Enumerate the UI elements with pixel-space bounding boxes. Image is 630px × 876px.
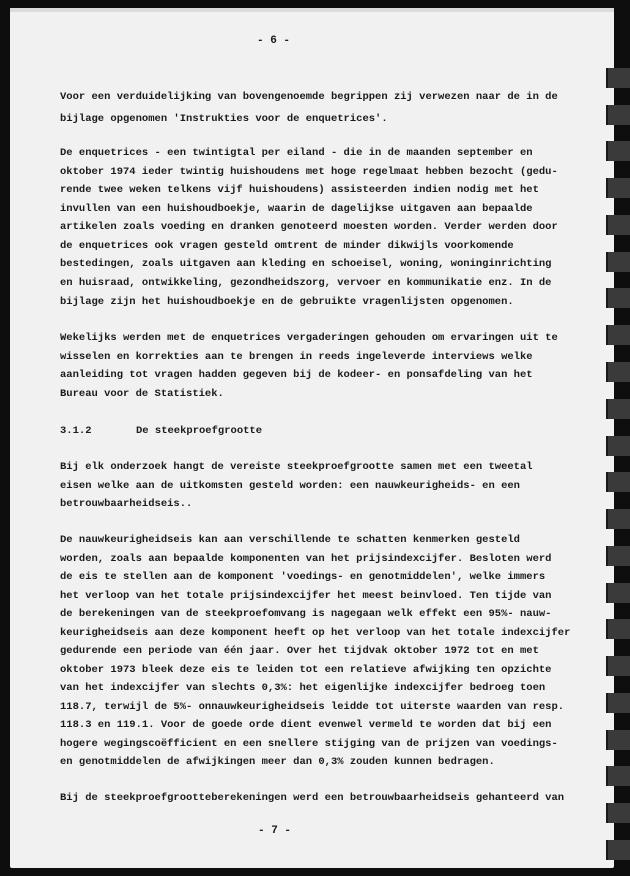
binding-tab (606, 840, 630, 860)
binding-tab (606, 436, 630, 456)
text-line: de eis te stellen aan de komponent 'voedings- en genotmiddelen', welke immers (60, 571, 546, 583)
text-line: hogere wegingscoëfficient en een snellere stijging van de prijzen van voedings- (60, 738, 558, 750)
binding-tab (606, 619, 630, 639)
binding-tab (606, 252, 630, 272)
binding-tab (606, 399, 630, 419)
text-line: oktober 1974 ieder twintig huishoudens met hoge regelmaat hebben bezocht (gedu- (60, 166, 558, 178)
footer-page-number: - 7 - (258, 825, 292, 837)
text-line: bestedingen, zoals uitgaven aan kleding en schoeisel, woning, woninginrichting (60, 258, 552, 270)
binding-tab (606, 178, 630, 198)
binding-tab (606, 68, 630, 88)
page-top-edge (10, 8, 614, 12)
text-line: en huisraad, ontwikkeling, gezondheidszorg, vervoer en kommunikatie enz. In de (60, 277, 552, 289)
text-line: worden, zoals aan bepaalde komponenten van het prijsindexcijfer. Besloten werd (60, 553, 552, 565)
binding-tab (606, 583, 630, 603)
text-line: de enquetrices ook vragen gesteld omtrent de minder dikwijls voorkomende (60, 240, 514, 252)
binding-tab (606, 105, 630, 125)
text-line: rende twee weken telkens vijf huishoudens) assisteerden indien nodig met het (60, 184, 539, 196)
header-page-number: - 6 - (257, 35, 291, 47)
binding-tab (606, 215, 630, 235)
binding-tab (606, 546, 630, 566)
text-line: Bij de steekproefgrootteberekeningen werd een betrouwbaarheidseis gehanteerd van (60, 792, 565, 804)
text-line: Bij elk onderzoek hangt de vereiste steekproefgrootte samen met een tweetal (60, 461, 533, 473)
text-line: keurigheidseis aan deze komponent heeft op het verloop van het totale indexcijfer (60, 627, 571, 639)
text-line: wisselen en korrekties aan te brengen in reeds ingeleverde interviews welke (60, 351, 533, 363)
binding-tab (606, 656, 630, 676)
binding-tab (606, 693, 630, 713)
text-line: eisen welke aan de uitkomsten gesteld worden: een nauwkeurigheids- en een (60, 480, 520, 492)
section-title: De steekproefgrootte (136, 425, 263, 437)
text-line: bijlage opgenomen 'Instrukties voor de enquetrices'. (60, 113, 388, 125)
text-line: Wekelijks werden met de enquetrices vergaderingen gehouden om ervaringen uit te (60, 332, 558, 344)
text-line: Bureau voor de Statistiek. (60, 388, 224, 400)
binding-tab (606, 472, 630, 492)
binding-tab (606, 766, 630, 786)
text-line: gedurende een periode van één jaar. Over het tijdvak oktober 1972 tot en met (60, 645, 539, 657)
text-line: Voor een verduidelijking van bovengenoemde begrippen zij verwezen naar de in de (60, 91, 558, 103)
text-line: oktober 1973 bleek deze eis te leiden tot een relatieve afwijking ten opzichte (60, 664, 552, 676)
text-line: 118.7, terwijl de 5%- onnauwkeurigheidseis leidde tot uiterste waarden van resp. (60, 701, 565, 713)
text-line: betrouwbaarheidseis.. (60, 498, 193, 510)
binding-tab (606, 509, 630, 529)
text-line: aanleiding tot vragen hadden gegeven bij de kodeer- en ponsafdeling van het (60, 369, 533, 381)
text-line: invullen van een huishoudboekje, waarin de dagelijkse uitgaven aan bepaalde (60, 203, 533, 215)
binding-tab (606, 141, 630, 161)
text-line: artikelen zoals voeding en dranken genoteerd moesten worden. Verder werden door (60, 221, 558, 233)
text-line: 118.3 en 119.1. Voor de goede orde dient evenwel vermeld te worden dat bij een (60, 719, 552, 731)
section-number: 3.1.2 (60, 425, 92, 437)
binding-tab (606, 362, 630, 382)
text-line: van het indexcijfer van slechts 0,3%: het eigenlijke indexcijfer bedroeg toen (60, 682, 546, 694)
text-line: De nauwkeurigheidseis kan aan verschillende te schatten kenmerken gesteld (60, 534, 520, 546)
binding-tab (606, 803, 630, 823)
text-line: de berekeningen van de steekproefomvang is nagegaan welk effekt een 95%- nauw- (60, 608, 552, 620)
text-line: De enquetrices - een twintigtal per eiland - die in de maanden september en (60, 147, 533, 159)
text-line: en genotmiddelen de afwijkingen meer dan 0,3% zouden kunnen bedragen. (60, 756, 495, 768)
text-line: bijlage zijn het huishoudboekje en de gebruikte vragenlijsten opgenomen. (60, 296, 514, 308)
text-line: het verloop van het totale prijsindexcijfer het meest beinvloed. Ten tijde van (60, 590, 552, 602)
binding-tab (606, 325, 630, 345)
binding-tab (606, 288, 630, 308)
binding-tab (606, 730, 630, 750)
